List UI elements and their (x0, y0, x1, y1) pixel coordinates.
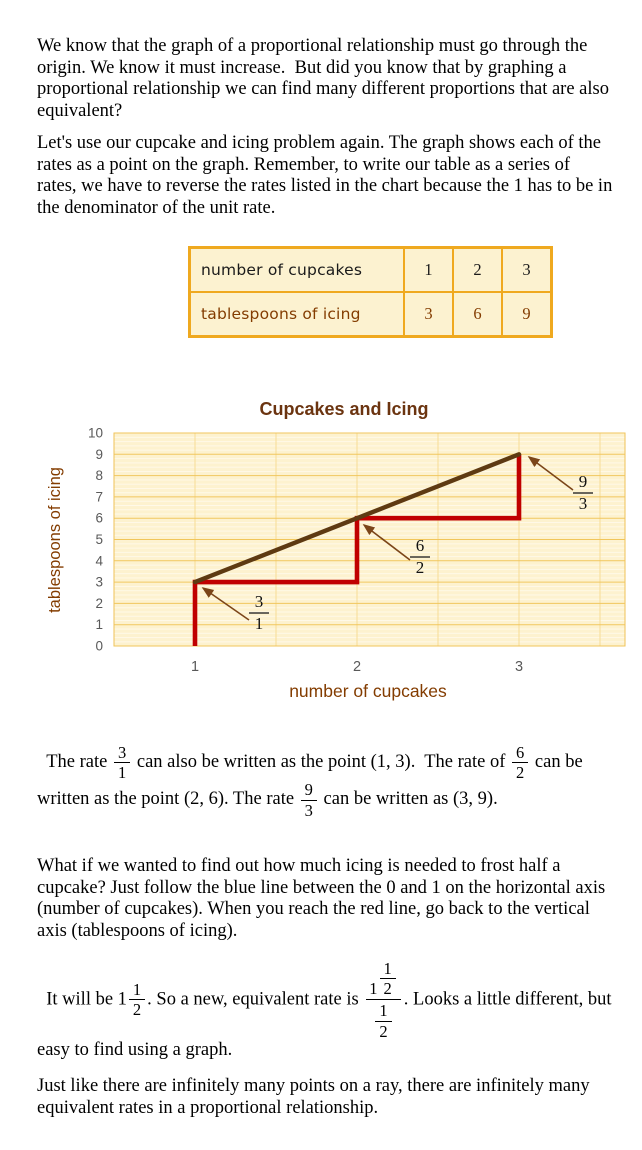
table-value: 9 (503, 293, 550, 335)
x-tick-label: 3 (514, 659, 524, 675)
text-segment: . Looks a little different, but easy to find using a graph. (37, 989, 617, 1060)
fraction-denominator: 2 (516, 763, 525, 783)
closing-paragraph: Just like there are infinitely many points on a ray, there are infinitely many equivalent rates in a proportional relationship. (37, 1076, 595, 1118)
rate-points-paragraph (37, 722, 621, 819)
fraction-denominator: 2 (415, 558, 425, 577)
text-segment: It will be 1 (46, 989, 127, 1010)
text-segment: can be written as the point (2, 6). The rate (37, 751, 588, 810)
y-tick-label: 5 (95, 532, 103, 547)
x-axis-title: number of cupcakes (289, 681, 447, 701)
y-tick-label: 4 (95, 553, 103, 569)
fraction-denominator: 3 (304, 800, 313, 820)
table-value: 1 (405, 249, 452, 291)
intro-paragraph-1: We know that the graph of a proportional relationship must go through the origin. We know it must increase. But did you know that by graphing a proportional relationship we can find many different proportions that are also equivalent? (37, 36, 614, 122)
intro-paragraph-2: Let's use our cupcake and icing problem again. The graph shows each of the rates as a point on the graph. Remember, to write our table as a series of rates, we have to reverse the rates listed in the chart because the 1 has to be in the denominator of the unit rate. (37, 133, 617, 219)
complex-fraction (366, 960, 401, 1040)
y-tick-label: 2 (95, 595, 103, 611)
half-cupcake-paragraph: What if we wanted to find out how much icing is needed to frost half a cupcake? Just follow the blue line between the 0 and 1 on the horizontal axis (number of cupcakes). When you reach the red line, go back to the vertical axis (tablespoons of icing). (37, 856, 610, 942)
fraction-denominator: 1 (118, 763, 127, 783)
y-axis-title: tablespoons of icing (46, 467, 64, 613)
table-label-cupcakes: number of cupcakes (191, 249, 403, 291)
y-tick-label: 6 (95, 510, 103, 526)
fraction-denominator: 2 (379, 1021, 388, 1041)
y-tick-label: 0 (95, 638, 103, 654)
fraction-numerator: 1 (380, 960, 396, 979)
complex-fraction-denominator (373, 1000, 393, 1040)
nested-fraction (380, 960, 396, 998)
table-label-icing: tablespoons of icing (191, 293, 403, 335)
inline-fraction-6-2 (512, 744, 528, 782)
table-value: 3 (405, 293, 452, 335)
text-segment: can also be written as the point (1, 3). The rate of (132, 751, 511, 772)
y-tick-label: 8 (95, 468, 103, 484)
y-tick-label: 1 (95, 617, 103, 633)
fraction-numerator: 1 (375, 1002, 391, 1021)
y-tick-label: 10 (87, 425, 103, 441)
y-tick-label: 9 (95, 446, 103, 462)
fraction-numerator: 1 (129, 981, 145, 1000)
whole-number: 1 (369, 979, 378, 999)
fraction-numerator: 9 (578, 472, 588, 491)
table-value: 2 (454, 249, 501, 291)
fraction-denominator: 3 (578, 494, 588, 513)
nested-fraction (375, 1002, 391, 1040)
inline-fraction-9-3 (301, 781, 317, 819)
text-segment: can be written as (3, 9). (318, 789, 498, 810)
x-tick-label: 1 (190, 659, 200, 675)
y-tick-label: 7 (95, 489, 103, 505)
y-tick-labels (88, 426, 104, 654)
x-tick-label: 2 (352, 659, 362, 675)
fraction-numerator: 3 (254, 592, 264, 611)
inline-fraction-3-1 (114, 744, 130, 782)
chart-canvas (0, 390, 642, 720)
mixed-number-fraction (129, 981, 145, 1019)
chart-title: Cupcakes and Icing (259, 399, 429, 419)
text-segment: . So a new, equivalent rate is (147, 989, 364, 1010)
fraction-numerator: 3 (114, 744, 130, 763)
equivalent-rate-paragraph (37, 938, 621, 1062)
fraction-denominator: 1 (254, 614, 264, 633)
y-tick-label: 3 (95, 574, 103, 590)
fraction-denominator: 2 (132, 1000, 142, 1020)
table-value: 6 (454, 293, 501, 335)
fraction-denominator: 2 (383, 979, 392, 999)
fraction-numerator: 6 (415, 536, 425, 555)
rates-table (188, 246, 553, 338)
x-tick-labels (191, 659, 523, 675)
text-segment: The rate (46, 751, 112, 772)
fraction-numerator: 9 (301, 781, 317, 800)
complex-fraction-numerator (366, 960, 401, 1001)
cupcakes-icing-chart (0, 390, 642, 720)
table-value: 3 (503, 249, 550, 291)
fraction-numerator: 6 (512, 744, 528, 763)
